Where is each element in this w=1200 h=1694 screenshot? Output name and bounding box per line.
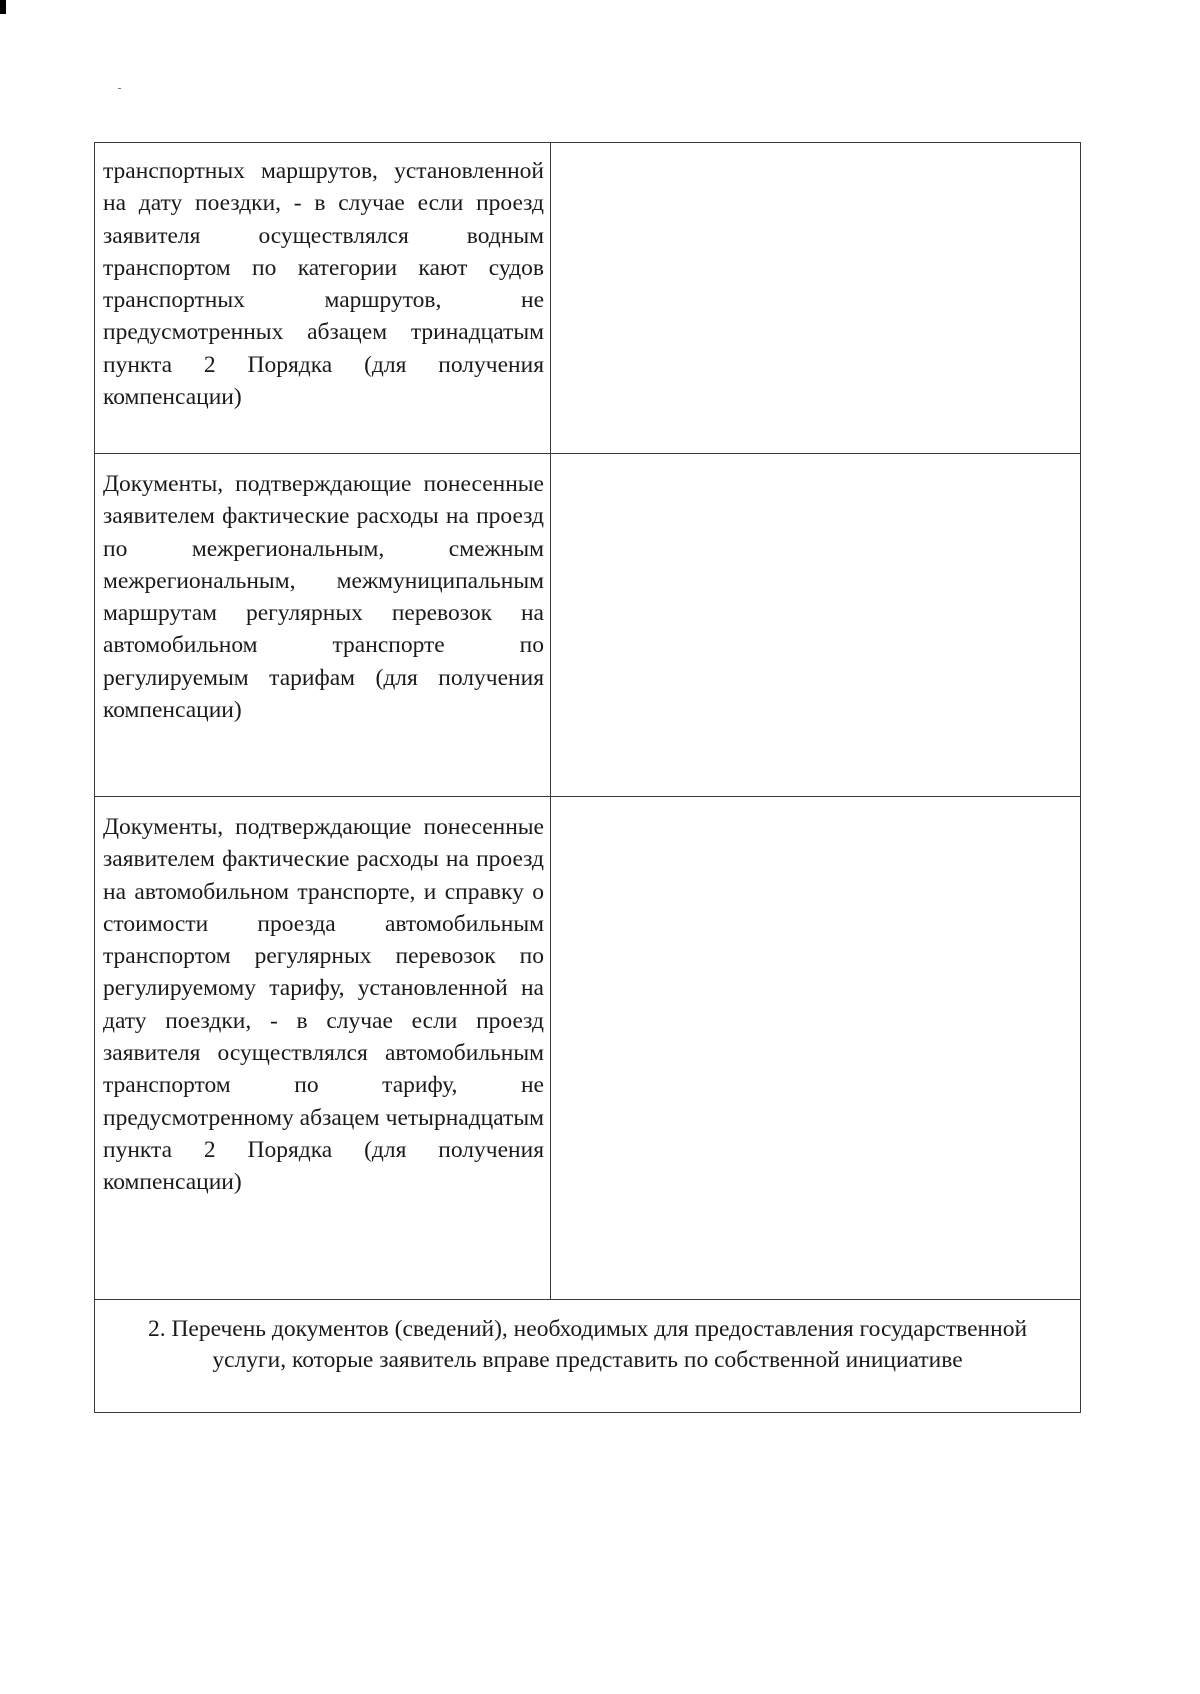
documents-table [94, 142, 1081, 1413]
document-description-text: Документы, подтверждающие понесенные заявителем фактические расходы на проезд на автомобильном транспорте, и справку о стоимости проезда автомобильным транспортом регулярных перевозок по регулируемому тарифу, установленной на дату поездки, - в случае если проезд заявителя осуществлялся автомобильным транспортом по тарифу, не предусмотренному абзацем четырнадцатым пункта 2 Порядка (для получения компенсации) [103, 814, 544, 1196]
document-note-cell [551, 797, 1081, 1300]
table-row [95, 143, 1081, 454]
document-note-cell [551, 454, 1081, 797]
document-note-cell [551, 143, 1081, 454]
table-row [95, 797, 1081, 1300]
document-note-text [551, 143, 1080, 163]
document-note-text [551, 454, 1080, 474]
scan-corner-mark [0, 0, 6, 14]
document-description-cell [95, 454, 551, 797]
scan-speck [118, 88, 121, 89]
document-description-cell [95, 797, 551, 1300]
table-row [95, 454, 1081, 797]
section-heading-text: 2. Перечень документов (сведений), необходимых для предоставления государственной услуги, которые заявитель вправе представить по собственной инициативе [147, 1316, 1028, 1373]
section-heading-cell [95, 1300, 1081, 1413]
document-note-text [551, 797, 1080, 817]
document-description-text: Документы, подтверждающие понесенные заявителем фактические расходы на проезд по межрегиональным, смежным межрегиональным, межмуниципальным маршрутам регулярных перевозок на автомобильном транспорте по регулируемым тарифам (для получения компенсации) [103, 471, 544, 724]
section-heading-row [95, 1300, 1081, 1413]
document-description-text: транспортных маршрутов, установленной на дату поездки, - в случае если проезд заявителя осуществлялся водным транспортом по категории кают судов транспортных маршрутов, не предусмотренных абзацем тринадцатым пункта 2 Порядка (для получения компенсации) [103, 158, 544, 411]
document-description-cell [95, 143, 551, 454]
